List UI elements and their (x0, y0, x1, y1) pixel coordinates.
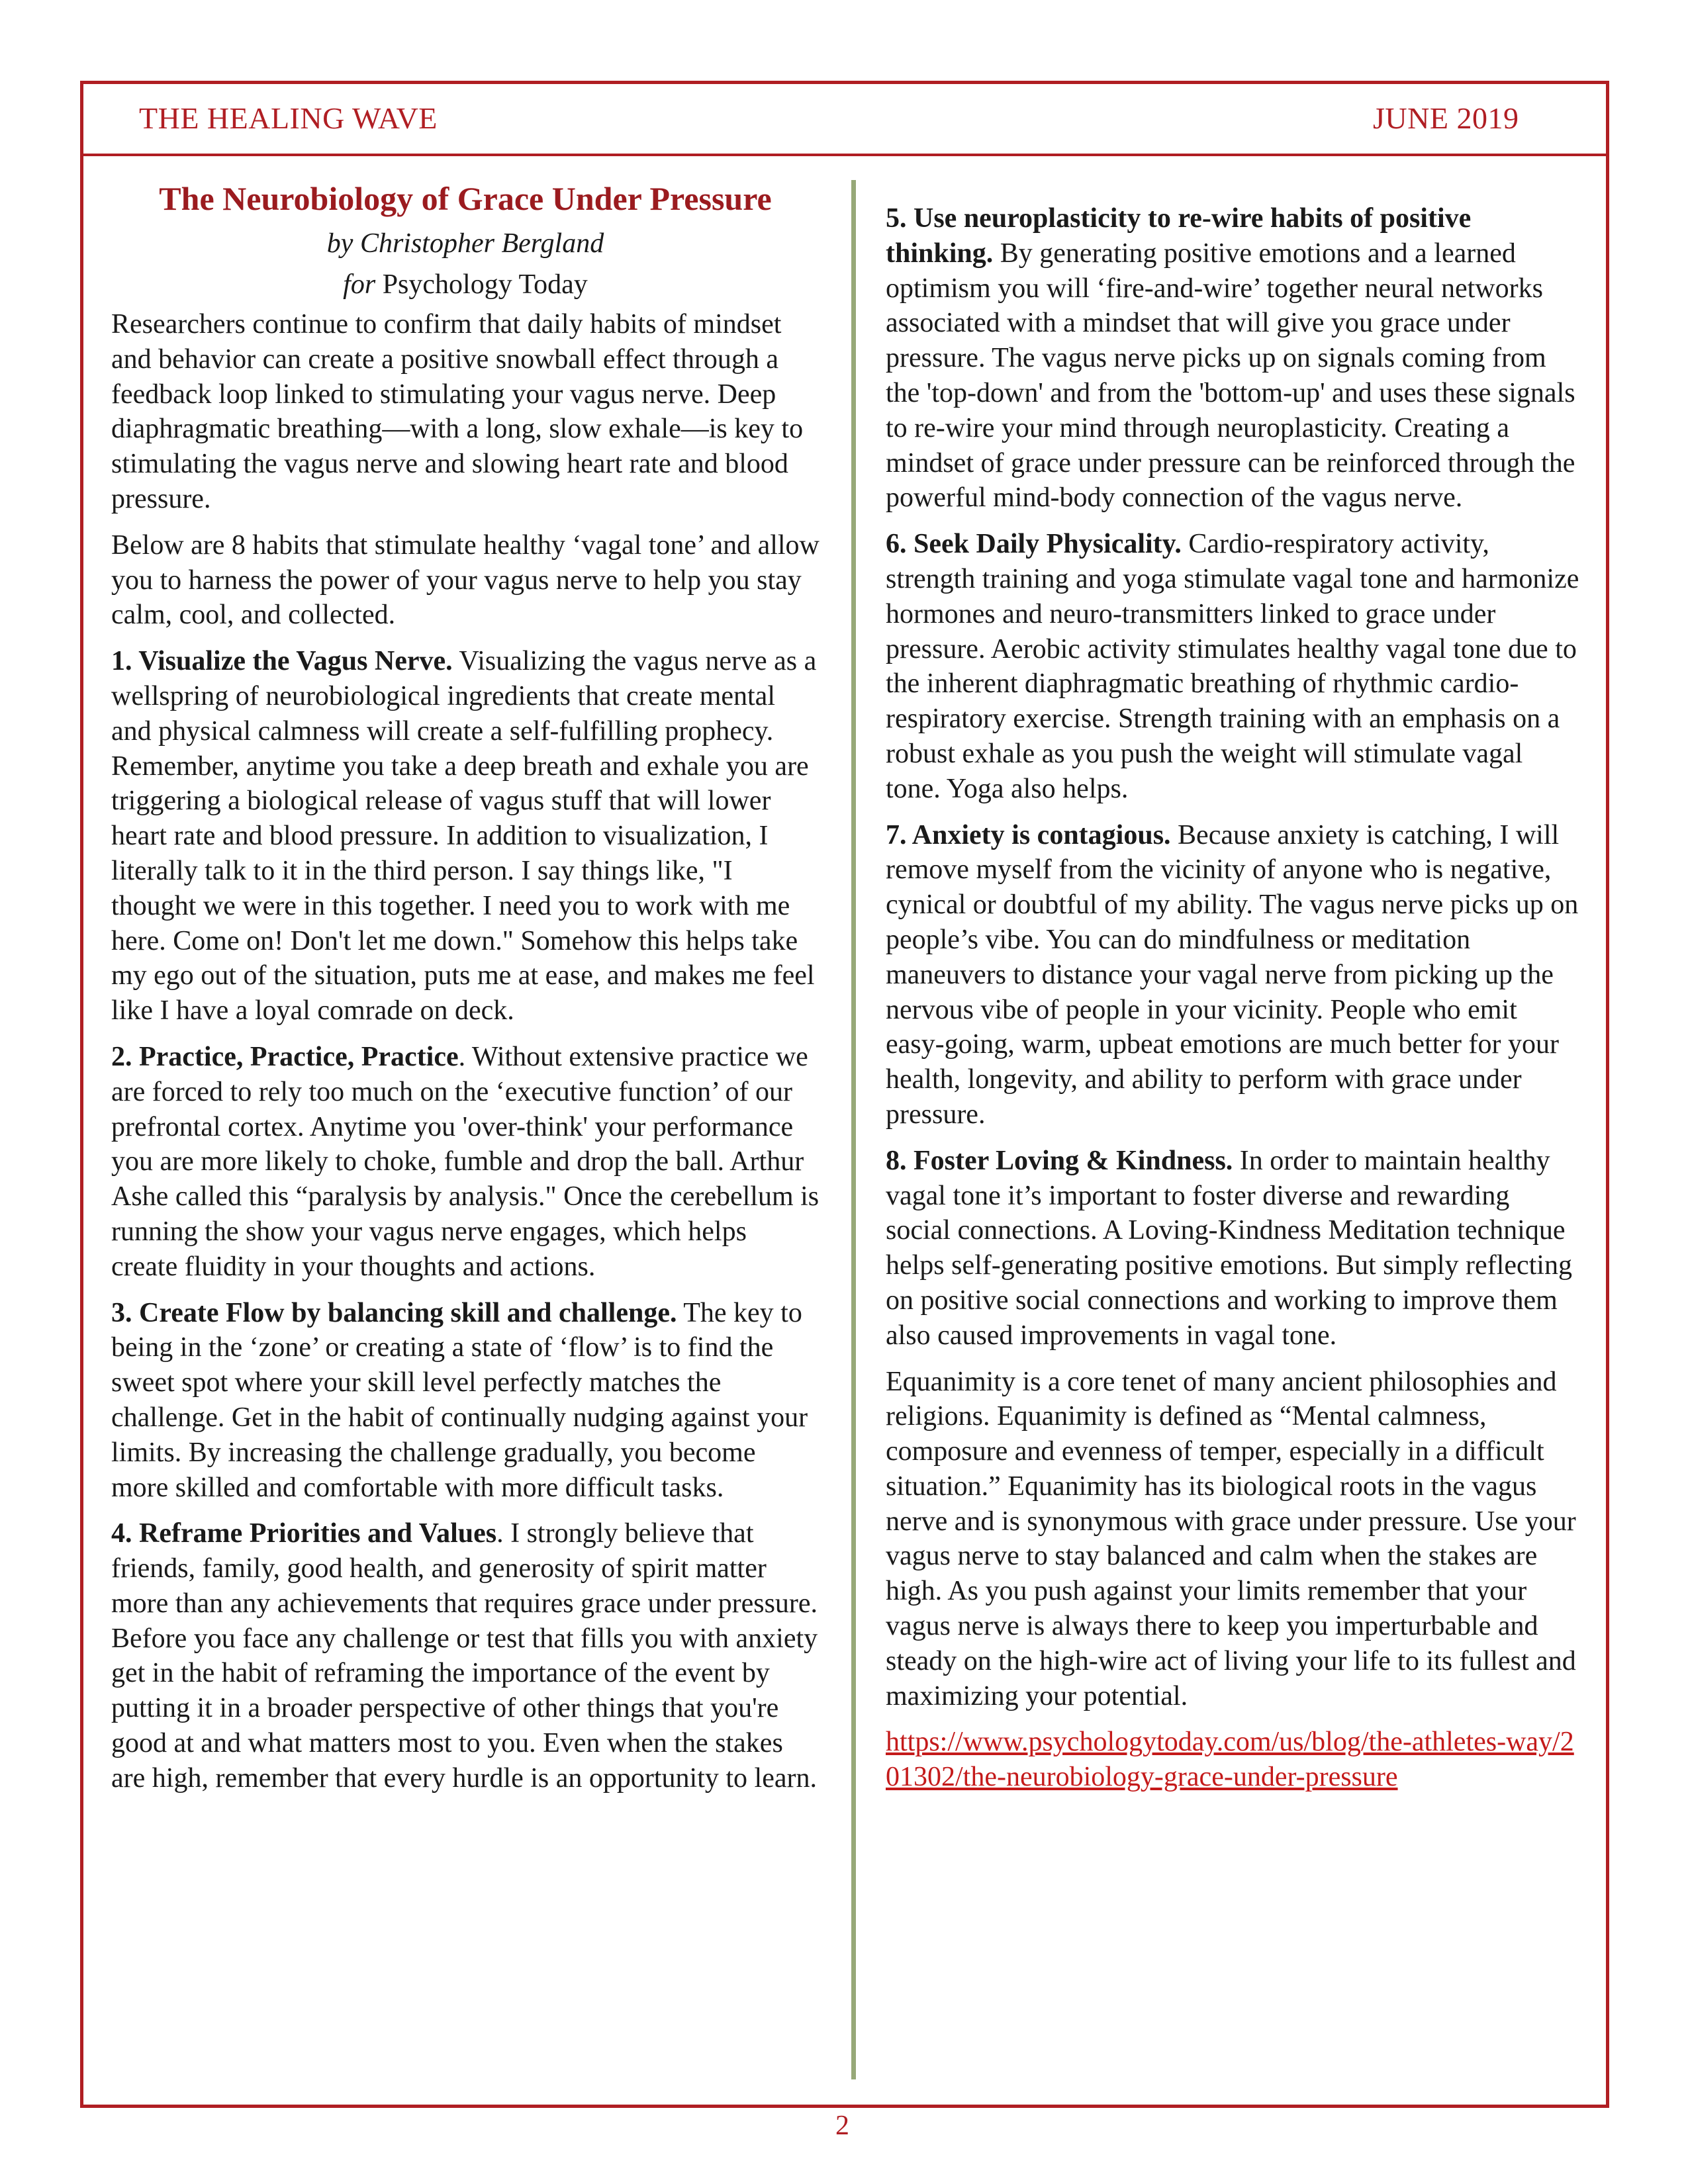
habit-paragraph (886, 818, 1581, 1132)
habit-heading: 1. Visualize the Vagus Nerve. (111, 646, 453, 677)
habit-text: . I strongly believe that friends, family, good health, and generosity of spirit matter more than any achievements that requires grace under pressure. Before you face any challenge or test that fills you with anxiety get in the habit of reframing the importance of the event by putting it in a broader perspective of other things that you're good at and what matters most to you. Even when the stakes are high, remember that every hurdle is an opportunity to learn. (111, 1518, 818, 1794)
left-column (111, 177, 820, 1807)
habit-text: Cardio-respiratory activity, strength training and yoga stimulate vagal tone and harmonize hormones and neuro-transmitters linked to grace under pressure. Aerobic activity stimulates healthy vagal tone due to the inherent diaphragmatic breathing of rhythmic cardio-respiratory exercise. Strength training with an emphasis on a robust exhale as you push the weight will stimulate vagal tone. Yoga also helps. (886, 529, 1579, 804)
header-rule (83, 154, 1606, 156)
habit-text: Because anxiety is catching, I will remove myself from the vicinity of anyone who is negative, cynical or doubtful of my ability. The vagus nerve picks up on people’s vibe. You can do mindfulness or meditation maneuvers to distance your vagal nerve from picking up the nervous vibe of people in your vicinity. People who emit easy-going, warm, upbeat emotions are much better for your health, longevity, and ability to perform with grace under pressure. (886, 819, 1579, 1130)
habit-paragraph (886, 527, 1581, 806)
habit-paragraph (111, 1296, 820, 1506)
habit-heading: 6. Seek Daily Physicality. (886, 529, 1182, 560)
habit-text: In order to maintain healthy vagal tone it’s important to foster diverse and rewarding social connections. A Loving-Kindness Meditation technique helps self-generating positive emotions. But simply reflecting on positive social connections and working to improve them also caused improvements in vagal tone. (886, 1145, 1572, 1351)
intro-paragraph: Below are 8 habits that stimulate healthy ‘vagal tone’ and allow you to harness the power of your vagus nerve to help you stay calm, cool, and collected. (111, 529, 820, 631)
habit-heading: 3. Create Flow by balancing skill and challenge. (111, 1297, 677, 1328)
publication-name: Psychology Today (382, 269, 588, 300)
publication-prefix: for (343, 269, 376, 300)
source-link[interactable]: https://www.psychologytoday.com/us/blog/the-athletes-way/201302/the-neurobiology-grace-under-pressure (886, 1727, 1574, 1793)
author-name: Christopher Bergland (359, 228, 604, 259)
byline-prefix: by (326, 228, 353, 259)
habit-text: By generating positive emotions and a learned optimism you will ‘fire-and-wire’ together neural networks associated with a mindset that will give you grace under pressure. The vagus nerve picks up on signals coming from the 'top-down' and from the 'bottom-up' and uses these signals to re-wire your mind through neuroplasticity. Creating a mindset of grace under pressure can be reinforced through the powerful mind-body connection of the vagus nerve. (886, 238, 1575, 514)
habit-text: Visualizing the vagus nerve as a wellspring of neurobiological ingredients that create mental and physical calmness will create a self-fulfilling prophecy. Remember, anytime you take a deep breath and exhale you are triggering a biological release of vagus stuff that will lower heart rate and blood pressure. In addition to visualization, I literally talk to it in the third person. I say things like, "I thought we were in this together. I need you to work with me here. Come on! Don't let me down." Somehow this helps take my ego out of the situation, puts me at ease, and makes me feel like I have a loyal comrade on deck. (111, 646, 817, 1026)
habit-text: The key to being in the ‘zone’ or creating a state of ‘flow’ is to find the sweet spot where your skill level perfectly matches the challenge. Get in the habit of continually nudging against your limits. By increasing the challenge gradually, you become more skilled and comfortable with more difficult tasks. (111, 1297, 808, 1503)
right-column (886, 201, 1581, 1806)
newsletter-name: THE HEALING WAVE (139, 101, 438, 135)
habit-paragraph (886, 1144, 1581, 1353)
issue-date: JUNE 2019 (1373, 101, 1519, 135)
habit-heading: 5. Use neuroplasticity to re-wire habits of positive thinking. (886, 203, 1472, 269)
habit-heading: 4. Reframe Priorities and Values (111, 1518, 497, 1549)
habit-text: . Without extensive practice we are forced to rely too much on the ‘executive function’ of our prefrontal cortex. Anytime you 'over-think' your performance you are more likely to choke, fumble and drop the ball. Arthur Ashe called this “paralysis by analysis." Once the cerebellum is running the show your vagus nerve engages, which helps create fluidity in your thoughts and actions. (111, 1041, 820, 1282)
page-number: 2 (835, 2111, 849, 2141)
byline (111, 225, 820, 262)
column-divider (851, 180, 856, 2079)
habit-heading: 8. Foster Loving & Kindness. (886, 1145, 1233, 1176)
article-title: The Neurobiology of Grace Under Pressure (159, 180, 772, 217)
habit-heading: 2. Practice, Practice, Practice (111, 1041, 459, 1072)
habit-heading: 7. Anxiety is contagious. (886, 819, 1171, 850)
habit-paragraph (111, 1040, 820, 1285)
conclusion-paragraph: Equanimity is a core tenet of many ancient philosophies and religions. Equanimity is defined as “Mental calmness, composure and evenness of temper, especially in a difficult situation.” Equanimity has its biological roots in the vagus nerve and is synonymous with grace under pressure. Use your vagus nerve to stay balanced and calm when the stakes are high. As you push against your limits remember that your vagus nerve is always there to keep you imperturbable and steady on the high-wire act of living your life to its fullest and maximizing your potential. (886, 1366, 1576, 1711)
habit-paragraph (111, 644, 820, 1028)
habit-paragraph (111, 1516, 820, 1796)
intro-paragraph: Researchers continue to confirm that daily habits of mindset and behavior can create a positive snowball effect through a feedback loop linked to stimulating your vagus nerve. Deep diaphragmatic breathing—with a long, slow exhale—is key to stimulating the vagus nerve and slowing heart rate and blood pressure. (111, 309, 804, 514)
source-paragraph (886, 1725, 1581, 1795)
habit-paragraph (886, 201, 1581, 516)
publication-line (111, 266, 820, 303)
